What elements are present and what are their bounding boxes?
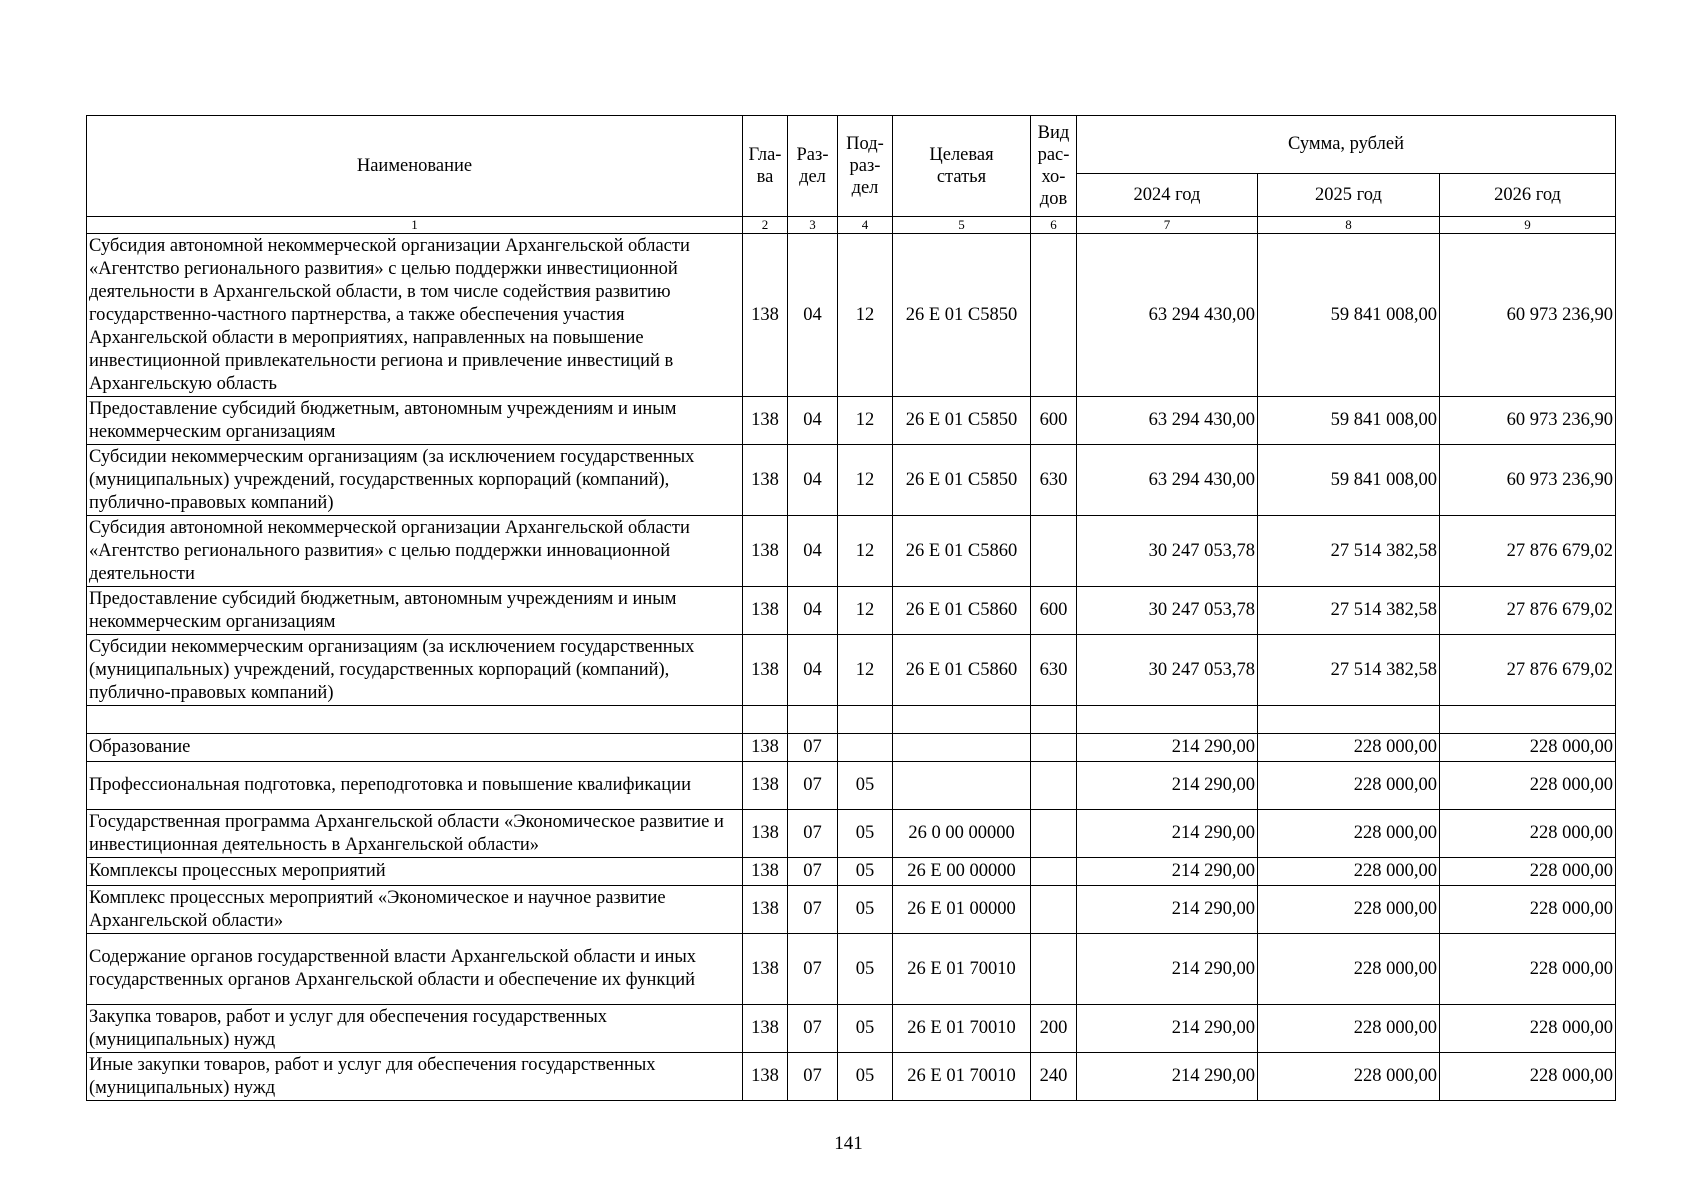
row-podrazdel: 12 (838, 516, 893, 587)
row-amount-2026: 60 973 236,90 (1440, 445, 1616, 516)
row-amount-2024: 30 247 053,78 (1077, 516, 1258, 587)
row-name (87, 706, 743, 734)
row-amount-2024: 214 290,00 (1077, 886, 1258, 934)
row-razdel: 04 (788, 635, 838, 706)
table-row (87, 1053, 1616, 1101)
row-podrazdel: 12 (838, 587, 893, 635)
row-amount-2026: 60 973 236,90 (1440, 234, 1616, 397)
row-glava (743, 706, 788, 734)
row-glava: 138 (743, 397, 788, 445)
col-number: 8 (1258, 217, 1440, 234)
row-target-article (893, 734, 1031, 762)
row-razdel: 07 (788, 934, 838, 1005)
row-amount-2026 (1440, 706, 1616, 734)
row-expense-type (1031, 762, 1077, 810)
row-razdel: 04 (788, 234, 838, 397)
row-amount-2026: 228 000,00 (1440, 762, 1616, 810)
row-razdel: 04 (788, 397, 838, 445)
col-number: 9 (1440, 217, 1616, 234)
row-glava: 138 (743, 234, 788, 397)
col-number: 3 (788, 217, 838, 234)
row-amount-2026: 27 876 679,02 (1440, 635, 1616, 706)
row-glava: 138 (743, 810, 788, 858)
row-name: Профессиональная подготовка, переподготовка и повышение квалификации (87, 762, 743, 810)
row-glava: 138 (743, 1053, 788, 1101)
row-amount-2024: 63 294 430,00 (1077, 397, 1258, 445)
col-number: 4 (838, 217, 893, 234)
row-amount-2024: 214 290,00 (1077, 762, 1258, 810)
header-target: Целевая статья (893, 116, 1031, 217)
row-target-article: 26 Е 01 С5850 (893, 397, 1031, 445)
row-target-article: 26 Е 01 70010 (893, 934, 1031, 1005)
row-amount-2026: 27 876 679,02 (1440, 587, 1616, 635)
row-amount-2025: 27 514 382,58 (1258, 516, 1440, 587)
row-amount-2025: 27 514 382,58 (1258, 635, 1440, 706)
row-podrazdel: 12 (838, 234, 893, 397)
col-number: 5 (893, 217, 1031, 234)
row-podrazdel: 05 (838, 886, 893, 934)
row-amount-2026: 228 000,00 (1440, 934, 1616, 1005)
row-razdel: 07 (788, 810, 838, 858)
row-razdel: 07 (788, 886, 838, 934)
row-target-article: 26 Е 00 00000 (893, 858, 1031, 886)
row-target-article (893, 762, 1031, 810)
row-glava: 138 (743, 587, 788, 635)
row-target-article: 26 Е 01 С5860 (893, 587, 1031, 635)
row-podrazdel: 12 (838, 635, 893, 706)
header-2026: 2026 год (1440, 173, 1616, 216)
row-amount-2026: 228 000,00 (1440, 1053, 1616, 1101)
row-expense-type (1031, 934, 1077, 1005)
row-amount-2025: 228 000,00 (1258, 762, 1440, 810)
row-amount-2025: 228 000,00 (1258, 1053, 1440, 1101)
col-number: 7 (1077, 217, 1258, 234)
row-podrazdel (838, 706, 893, 734)
row-expense-type: 200 (1031, 1005, 1077, 1053)
table-row (87, 234, 1616, 397)
row-amount-2026: 228 000,00 (1440, 1005, 1616, 1053)
row-target-article: 26 Е 01 С5860 (893, 635, 1031, 706)
row-amount-2026: 228 000,00 (1440, 886, 1616, 934)
row-amount-2024: 30 247 053,78 (1077, 635, 1258, 706)
row-name: Предоставление субсидий бюджетным, автономным учреждениям и иным некоммерческим организациям (87, 397, 743, 445)
row-razdel: 04 (788, 516, 838, 587)
row-amount-2025: 228 000,00 (1258, 810, 1440, 858)
row-podrazdel: 05 (838, 1053, 893, 1101)
row-podrazdel: 05 (838, 858, 893, 886)
row-amount-2024: 214 290,00 (1077, 734, 1258, 762)
row-name: Комплексы процессных мероприятий (87, 858, 743, 886)
row-glava: 138 (743, 445, 788, 516)
header-vid: Вид рас- хо- дов (1031, 116, 1077, 217)
table-row (87, 587, 1616, 635)
row-target-article: 26 Е 01 70010 (893, 1053, 1031, 1101)
row-podrazdel: 12 (838, 397, 893, 445)
header-podrazdel: Под- раз- дел (838, 116, 893, 217)
row-name: Субсидия автономной некоммерческой организации Архангельской области «Агентство регионального развития» с целью поддержки инвестиционной деятельности в Архангельской области, в том числе содействия развитию государственно-частного партнерства, а также обеспечения участия Архангельской области в мероприятиях, направленных на повышение инвестиционной привлекательности региона и привлечение инвестиций в Архангельскую область (87, 234, 743, 397)
table-row (87, 1005, 1616, 1053)
table-row (87, 635, 1616, 706)
row-amount-2026: 60 973 236,90 (1440, 397, 1616, 445)
row-name: Иные закупки товаров, работ и услуг для обеспечения государственных (муниципальных) нужд (87, 1053, 743, 1101)
page-number: 141 (834, 1133, 863, 1154)
col-number: 6 (1031, 217, 1077, 234)
row-amount-2025: 228 000,00 (1258, 934, 1440, 1005)
row-podrazdel: 05 (838, 810, 893, 858)
table-row (87, 397, 1616, 445)
table-row (87, 934, 1616, 1005)
row-amount-2025: 228 000,00 (1258, 734, 1440, 762)
row-razdel (788, 706, 838, 734)
row-glava: 138 (743, 886, 788, 934)
column-numbers-row (87, 217, 1616, 234)
row-razdel: 04 (788, 445, 838, 516)
row-target-article: 26 Е 01 С5860 (893, 516, 1031, 587)
row-expense-type: 630 (1031, 635, 1077, 706)
row-amount-2025: 228 000,00 (1258, 1005, 1440, 1053)
row-amount-2025: 228 000,00 (1258, 886, 1440, 934)
table-row (87, 858, 1616, 886)
row-name: Комплекс процессных мероприятий «Экономическое и научное развитие Архангельской области» (87, 886, 743, 934)
row-amount-2024 (1077, 706, 1258, 734)
row-name: Субсидии некоммерческим организациям (за исключением государственных (муниципальных) учреждений, государственных корпораций (компаний), публично-правовых компаний) (87, 635, 743, 706)
row-amount-2024: 63 294 430,00 (1077, 234, 1258, 397)
header-2025: 2025 год (1258, 173, 1440, 216)
row-expense-type (1031, 234, 1077, 397)
row-razdel: 07 (788, 858, 838, 886)
row-amount-2026: 27 876 679,02 (1440, 516, 1616, 587)
row-amount-2024: 63 294 430,00 (1077, 445, 1258, 516)
row-amount-2026: 228 000,00 (1440, 810, 1616, 858)
row-amount-2025: 59 841 008,00 (1258, 445, 1440, 516)
row-expense-type (1031, 886, 1077, 934)
row-target-article: 26 Е 01 С5850 (893, 234, 1031, 397)
row-amount-2025: 59 841 008,00 (1258, 234, 1440, 397)
row-amount-2026: 228 000,00 (1440, 858, 1616, 886)
row-razdel: 07 (788, 1005, 838, 1053)
row-glava: 138 (743, 734, 788, 762)
row-amount-2024: 214 290,00 (1077, 1005, 1258, 1053)
budget-table (86, 115, 1616, 1101)
row-razdel: 07 (788, 734, 838, 762)
row-expense-type (1031, 734, 1077, 762)
row-name: Содержание органов государственной власти Архангельской области и иных государственных органов Архангельской области и обеспечение их функций (87, 934, 743, 1005)
header-name: Наименование (87, 116, 743, 217)
row-expense-type: 630 (1031, 445, 1077, 516)
row-name: Образование (87, 734, 743, 762)
row-amount-2025: 228 000,00 (1258, 858, 1440, 886)
col-number: 1 (87, 217, 743, 234)
table-row (87, 762, 1616, 810)
row-podrazdel: 12 (838, 445, 893, 516)
header-row (87, 116, 1616, 174)
row-glava: 138 (743, 635, 788, 706)
row-target-article: 26 Е 01 С5850 (893, 445, 1031, 516)
header-2024: 2024 год (1077, 173, 1258, 216)
row-expense-type: 600 (1031, 587, 1077, 635)
row-name: Субсидия автономной некоммерческой организации Архангельской области «Агентство регионального развития» с целью поддержки инновационной деятельности (87, 516, 743, 587)
row-expense-type (1031, 706, 1077, 734)
row-glava: 138 (743, 858, 788, 886)
table-row (87, 445, 1616, 516)
row-amount-2024: 214 290,00 (1077, 1053, 1258, 1101)
row-target-article (893, 706, 1031, 734)
row-podrazdel: 05 (838, 934, 893, 1005)
header-sum: Сумма, рублей (1077, 116, 1616, 174)
row-razdel: 04 (788, 587, 838, 635)
col-number: 2 (743, 217, 788, 234)
row-name: Субсидии некоммерческим организациям (за исключением государственных (муниципальных) учреждений, государственных корпораций (компаний), публично-правовых компаний) (87, 445, 743, 516)
row-amount-2024: 214 290,00 (1077, 858, 1258, 886)
row-amount-2024: 214 290,00 (1077, 810, 1258, 858)
row-name: Предоставление субсидий бюджетным, автономным учреждениям и иным некоммерческим организациям (87, 587, 743, 635)
row-podrazdel: 05 (838, 1005, 893, 1053)
row-glava: 138 (743, 762, 788, 810)
row-glava: 138 (743, 934, 788, 1005)
row-expense-type (1031, 516, 1077, 587)
row-expense-type: 240 (1031, 1053, 1077, 1101)
table-row (87, 516, 1616, 587)
row-expense-type (1031, 810, 1077, 858)
row-glava: 138 (743, 516, 788, 587)
row-amount-2025 (1258, 706, 1440, 734)
row-razdel: 07 (788, 762, 838, 810)
row-name: Государственная программа Архангельской области «Экономическое развитие и инвестиционная деятельность в Архангельской области» (87, 810, 743, 858)
row-razdel: 07 (788, 1053, 838, 1101)
row-amount-2024: 214 290,00 (1077, 934, 1258, 1005)
row-target-article: 26 0 00 00000 (893, 810, 1031, 858)
header-razdel: Раз- дел (788, 116, 838, 217)
row-amount-2026: 228 000,00 (1440, 734, 1616, 762)
table-row (87, 810, 1616, 858)
row-target-article: 26 Е 01 70010 (893, 1005, 1031, 1053)
row-expense-type (1031, 858, 1077, 886)
row-podrazdel (838, 734, 893, 762)
row-podrazdel: 05 (838, 762, 893, 810)
row-glava: 138 (743, 1005, 788, 1053)
row-expense-type: 600 (1031, 397, 1077, 445)
table-row (87, 734, 1616, 762)
row-amount-2025: 27 514 382,58 (1258, 587, 1440, 635)
row-amount-2025: 59 841 008,00 (1258, 397, 1440, 445)
row-target-article: 26 Е 01 00000 (893, 886, 1031, 934)
table-row (87, 886, 1616, 934)
row-name: Закупка товаров, работ и услуг для обеспечения государственных (муниципальных) нужд (87, 1005, 743, 1053)
row-amount-2024: 30 247 053,78 (1077, 587, 1258, 635)
table-row (87, 706, 1616, 734)
header-glava: Гла- ва (743, 116, 788, 217)
